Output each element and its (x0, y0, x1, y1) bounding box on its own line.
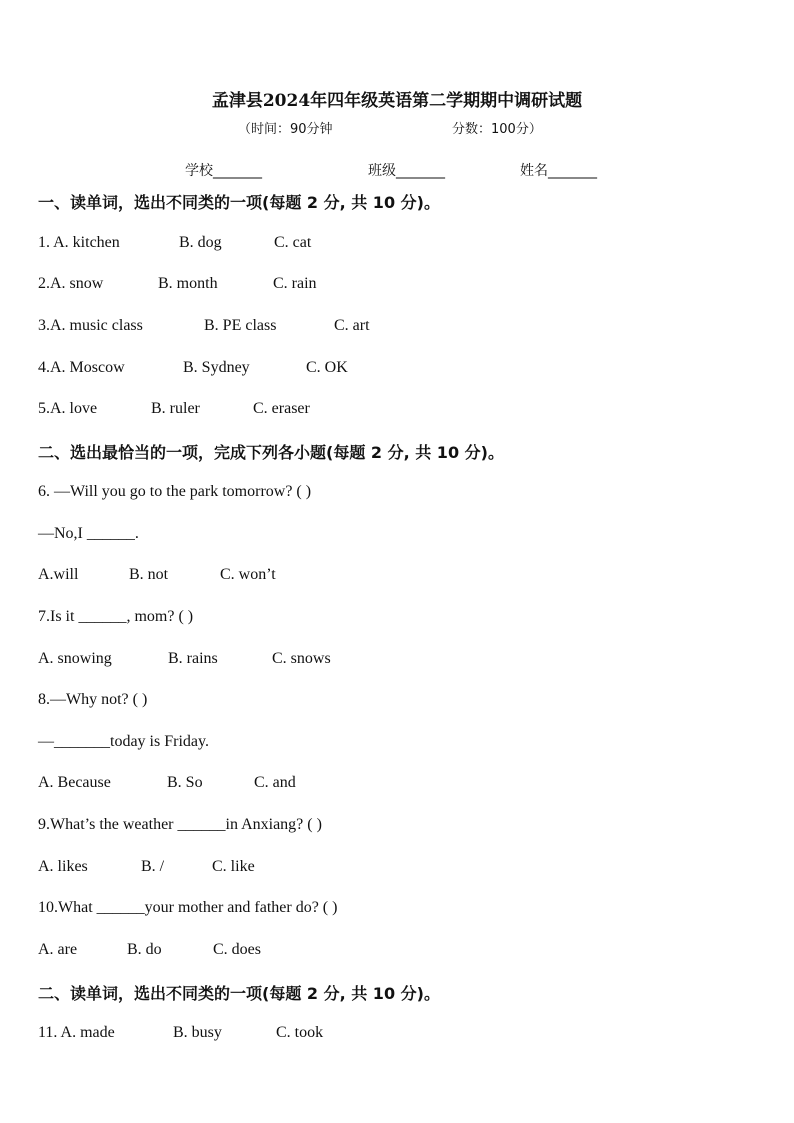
option-b: B. PE class (204, 317, 277, 334)
name-field: 姓名_______ (520, 163, 597, 179)
question-7-stem: 7.Is it ______, mom? ( ) (38, 608, 194, 625)
option-c: C. eraser (253, 400, 310, 417)
option-b: B. not (129, 566, 169, 583)
page-title: 孟津县2024年四年级英语第二学期期中调研试题 (211, 91, 583, 111)
question-8-reply: —_______today is Friday. (38, 733, 209, 750)
option-c: C. cat (274, 234, 312, 251)
section-3-heading: 二、读单词，选出不同类的一项(每题 2 分, 共 10 分)。 (38, 984, 440, 1003)
option-c: C. like (212, 858, 255, 875)
option-b: B. rains (168, 650, 218, 667)
option-b: B. busy (173, 1024, 222, 1041)
class-field: 班级_______ (368, 163, 445, 179)
option-c: C. took (276, 1024, 324, 1041)
section-1-heading: 一、读单词，选出不同类的一项(每题 2 分, 共 10 分)。 (38, 193, 440, 212)
option-b: B. Sydney (183, 359, 250, 376)
option-c: C. does (213, 941, 261, 958)
option-b: B. / (141, 858, 165, 875)
option-c: C. and (254, 774, 296, 791)
question-6-stem: 6. —Will you go to the park tomorrow? ( ) (38, 483, 312, 500)
school-field: 学校_______ (185, 163, 262, 179)
option-c: C. art (334, 317, 370, 334)
section-2-heading: 二、选出最恰当的一项，完成下列各小题(每题 2 分, 共 10 分)。 (38, 443, 504, 462)
option-a: 5.A. love (38, 400, 98, 417)
exam-time: （时间：90分钟 (238, 122, 333, 137)
option-c: C. rain (273, 275, 317, 292)
question-8-stem: 8.—Why not? ( ) (38, 691, 148, 708)
exam-score: 分数：100分） (452, 122, 542, 137)
option-a: 4.A. Moscow (38, 359, 125, 376)
option-b: B. dog (179, 234, 222, 251)
option-a: 3.A. music class (38, 317, 143, 334)
option-c: C. won’t (220, 566, 276, 583)
option-a: A. snowing (38, 650, 112, 667)
option-a: A.will (38, 566, 79, 583)
question-9-stem: 9.What’s the weather ______in Anxiang? ( ) (38, 816, 322, 833)
question-10-stem: 10.What ______your mother and father do? ( ) (38, 899, 338, 916)
option-b: B. ruler (151, 400, 200, 417)
option-a: A. are (38, 941, 78, 958)
option-c: C. snows (272, 650, 331, 667)
question-6-reply: —No,I ______. (38, 525, 139, 542)
option-b: B. So (167, 774, 203, 791)
option-b: B. do (127, 941, 162, 958)
option-a: 11. A. made (38, 1024, 115, 1041)
option-c: C. OK (306, 359, 348, 376)
option-a: 1. A. kitchen (38, 234, 120, 251)
option-a: 2.A. snow (38, 275, 104, 292)
option-b: B. month (158, 275, 218, 292)
option-a: A. Because (38, 774, 111, 791)
option-a: A. likes (38, 858, 88, 875)
